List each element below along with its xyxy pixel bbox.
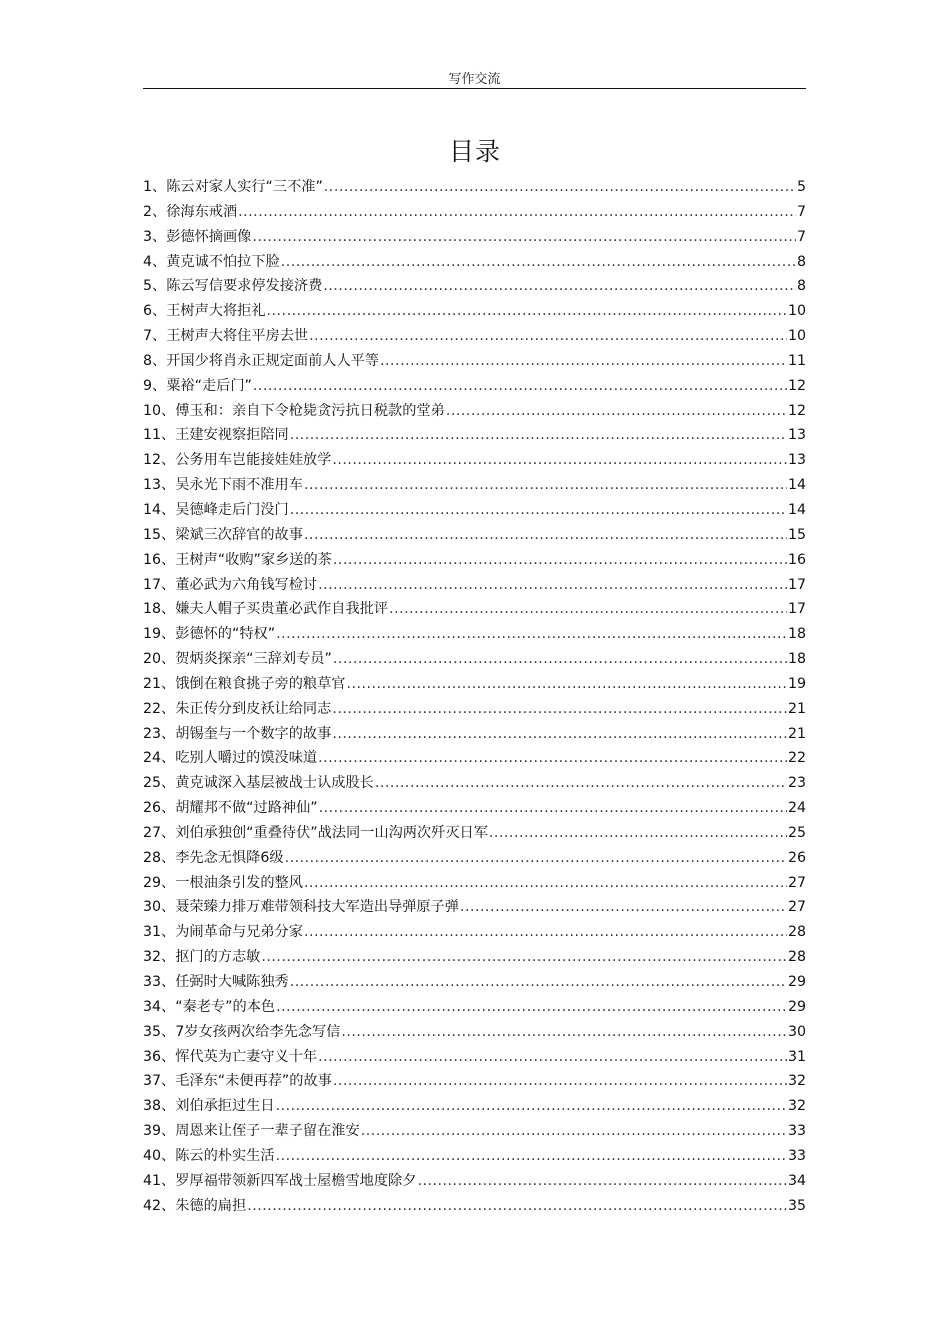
toc-entry[interactable]: [143, 1045, 806, 1070]
toc-page-number: 8: [796, 278, 806, 295]
header-rule: [143, 88, 806, 89]
toc-entry[interactable]: [143, 448, 806, 473]
toc-entry-label: 39、周恩来让侄子一辈子留在淮安: [143, 1123, 360, 1140]
toc-leader-dots: [276, 1094, 787, 1119]
toc-page-number: 13: [787, 452, 806, 469]
toc-entry[interactable]: [143, 920, 806, 945]
toc-leader-dots: [253, 374, 787, 399]
toc-entry-label: 36、恽代英为亡妻守义十年: [143, 1048, 318, 1065]
toc-leader-dots: [290, 498, 787, 523]
toc-page-number: 16: [787, 551, 806, 568]
toc-entry[interactable]: [143, 473, 806, 498]
toc-page-number: 21: [787, 700, 806, 717]
toc-entry[interactable]: [143, 225, 806, 250]
toc-page-number: 7: [796, 203, 806, 220]
toc-entry[interactable]: [143, 722, 806, 747]
toc-entry-label: 33、任弼时大喊陈独秀: [143, 974, 289, 990]
toc-entry[interactable]: [143, 871, 806, 896]
toc-leader-dots: [332, 448, 787, 473]
toc-entry[interactable]: [143, 895, 806, 920]
toc-leader-dots: [375, 771, 787, 796]
toc-entry[interactable]: [143, 274, 806, 299]
toc-entry-label: 15、梁斌三次辞官的故事: [143, 526, 303, 543]
toc-page-number: 10: [787, 328, 806, 345]
toc-page-number: 17: [787, 576, 806, 593]
toc-entry[interactable]: [143, 423, 806, 448]
toc-entry-label: 26、胡耀邦不做“过路神仙”: [143, 800, 318, 817]
toc-entry-label: 27、刘伯承独创“重叠待伏”战法同一山沟两次歼灭日军: [143, 824, 488, 841]
toc-page-number: 5: [796, 179, 806, 195]
toc-leader-dots: [332, 722, 787, 747]
toc-entry[interactable]: [143, 1069, 806, 1094]
toc-entry-label: 17、董必武为六角钱写检讨: [143, 576, 318, 593]
toc-entry[interactable]: [143, 970, 806, 995]
toc-leader-dots: [290, 970, 787, 995]
toc-entry-label: 12、公务用车岂能接娃娃放学: [143, 452, 332, 469]
toc-entry[interactable]: [143, 175, 806, 200]
toc-entry-label: 5、陈云写信要求停发接济费: [143, 278, 323, 295]
toc-entry-label: 37、毛泽东“未便再荐”的故事: [143, 1073, 332, 1090]
toc-leader-dots: [247, 1194, 787, 1219]
toc-page-number: 33: [787, 1123, 806, 1140]
toc-page-number: 21: [787, 725, 806, 742]
toc-leader-dots: [446, 399, 787, 424]
toc-leader-dots: [332, 697, 787, 722]
toc-entry-label: 8、开国少将肖永正规定面前人人平等: [143, 352, 380, 369]
toc-entry[interactable]: [143, 1094, 806, 1119]
toc-leader-dots: [333, 548, 787, 573]
toc-entry-label: 20、贺炳炎探亲“三辞刘专员”: [143, 651, 332, 668]
toc-page-number: 14: [787, 477, 806, 494]
toc-page-number: 32: [787, 1073, 806, 1090]
toc-leader-dots: [304, 523, 787, 548]
toc-entry[interactable]: [143, 250, 806, 275]
toc-title: 目录: [448, 137, 501, 166]
toc-entry-label: 4、黄克诚不怕拉下脸: [143, 253, 280, 270]
toc-page-number: 11: [787, 352, 806, 369]
toc-leader-dots: [304, 871, 787, 896]
table-of-contents: [143, 175, 806, 1218]
toc-page-number: 17: [787, 601, 806, 618]
toc-entry-label: 21、饿倒在粮食挑子旁的粮草官: [143, 675, 346, 692]
toc-entry[interactable]: [143, 1119, 806, 1144]
toc-entry[interactable]: [143, 846, 806, 871]
toc-entry[interactable]: [143, 597, 806, 622]
toc-entry[interactable]: [143, 945, 806, 970]
toc-page-number: 34: [787, 1172, 806, 1189]
toc-leader-dots: [252, 225, 796, 250]
toc-page-number: 23: [787, 775, 806, 792]
toc-entry-label: 9、粟裕“走后门”: [143, 377, 252, 394]
toc-page-number: 25: [787, 824, 806, 841]
toc-leader-dots: [417, 1169, 787, 1194]
toc-leader-dots: [347, 672, 787, 697]
toc-page-number: 7: [796, 228, 806, 245]
toc-leader-dots: [323, 274, 796, 299]
toc-entry-label: 7、王树声大将住平房去世: [143, 328, 309, 345]
toc-entry-label: 16、王树声“收购”家乡送的茶: [143, 551, 332, 568]
toc-leader-dots: [318, 1045, 787, 1070]
toc-leader-dots: [333, 1069, 787, 1094]
toc-leader-dots: [389, 597, 787, 622]
toc-entry-label: 2、徐海东戒酒: [143, 203, 238, 220]
page-header-title: 写作交流: [448, 72, 501, 87]
toc-page-number: 28: [787, 924, 806, 941]
toc-leader-dots: [460, 895, 787, 920]
toc-page-number: 14: [787, 501, 806, 518]
toc-page-number: 15: [787, 526, 806, 543]
toc-leader-dots: [304, 473, 787, 498]
toc-leader-dots: [309, 324, 787, 349]
toc-leader-dots: [361, 1119, 787, 1144]
toc-entry[interactable]: [143, 374, 806, 399]
toc-page-number: 35: [787, 1197, 806, 1214]
toc-entry-label: 24、吃别人嚼过的馍没味道: [143, 750, 318, 767]
toc-entry[interactable]: [143, 647, 806, 672]
toc-entry-label: 22、朱正传分到皮袄让给同志: [143, 700, 332, 717]
toc-entry[interactable]: [143, 821, 806, 846]
toc-entry[interactable]: [143, 324, 806, 349]
toc-page-number: 18: [787, 651, 806, 668]
toc-leader-dots: [341, 1020, 787, 1045]
toc-page-number: 29: [787, 998, 806, 1015]
toc-entry-label: 32、抠门的方志敏: [143, 949, 261, 966]
toc-entry-label: 28、李先念无惧降6级: [143, 849, 284, 866]
toc-entry[interactable]: [143, 548, 806, 573]
toc-page-number: 12: [787, 402, 806, 419]
toc-entry-label: 30、聂荣臻力排万难带领科技大军造出导弹原子弹: [143, 899, 459, 916]
toc-entry-label: 35、7岁女孩两次给李先念写信: [143, 1023, 341, 1040]
toc-leader-dots: [333, 647, 787, 672]
toc-entry-label: 23、胡锡奎与一个数字的故事: [143, 725, 332, 742]
toc-page-number: 8: [796, 253, 806, 270]
toc-entry-label: 6、王树声大将拒礼: [143, 303, 266, 320]
toc-entry-label: 31、为闹革命与兄弟分家: [143, 924, 303, 941]
toc-leader-dots: [318, 746, 787, 771]
toc-entry[interactable]: [143, 697, 806, 722]
toc-entry[interactable]: [143, 1020, 806, 1045]
toc-leader-dots: [304, 920, 787, 945]
toc-page-number: 18: [787, 626, 806, 643]
toc-page-number: 30: [787, 1023, 806, 1040]
toc-entry[interactable]: [143, 1169, 806, 1194]
toc-page-number: 24: [787, 800, 806, 817]
toc-page-number: 22: [787, 750, 806, 767]
toc-page-number: 28: [787, 949, 806, 966]
toc-entry[interactable]: [143, 995, 806, 1020]
toc-entry[interactable]: [143, 746, 806, 771]
toc-entry[interactable]: [143, 771, 806, 796]
toc-entry-label: 41、罗厚福带领新四军战士屋檐雪地度除夕: [143, 1172, 417, 1189]
toc-entry[interactable]: [143, 672, 806, 697]
toc-leader-dots: [276, 622, 787, 647]
toc-entry-label: 3、彭德怀摘画像: [143, 228, 252, 245]
toc-entry[interactable]: [143, 349, 806, 374]
toc-leader-dots: [267, 299, 787, 324]
toc-entry-label: 1、陈云对家人实行“三不准”: [143, 179, 323, 195]
toc-entry-label: 14、吴德峰走后门没门: [143, 501, 289, 518]
toc-leader-dots: [489, 821, 787, 846]
toc-entry-label: 18、嫌夫人帽子买贵董必武作自我批评: [143, 601, 389, 618]
toc-leader-dots: [285, 846, 787, 871]
toc-page-number: 33: [787, 1147, 806, 1164]
toc-entry[interactable]: [143, 622, 806, 647]
toc-entry-label: 42、朱德的扁担: [143, 1197, 247, 1214]
toc-leader-dots: [318, 573, 787, 598]
toc-entry[interactable]: [143, 200, 806, 225]
toc-page-number: 29: [787, 974, 806, 990]
toc-entry-label: 19、彭德怀的“特权”: [143, 626, 276, 643]
toc-page-number: 27: [787, 899, 806, 916]
toc-leader-dots: [276, 1144, 787, 1169]
toc-entry-label: 11、王建安视察拒陪同: [143, 427, 289, 444]
toc-page-number: 12: [787, 377, 806, 394]
toc-leader-dots: [380, 349, 787, 374]
toc-entry[interactable]: [143, 399, 806, 424]
toc-leader-dots: [281, 250, 796, 275]
toc-page-number: 32: [787, 1098, 806, 1115]
toc-entry[interactable]: [143, 299, 806, 324]
toc-leader-dots: [324, 175, 796, 200]
toc-entry-label: 10、傅玉和：亲自下令枪毙贪污抗日税款的堂弟: [143, 402, 445, 419]
toc-entry[interactable]: [143, 1194, 806, 1219]
toc-leader-dots: [319, 796, 787, 821]
toc-page-number: 19: [787, 675, 806, 692]
toc-entry[interactable]: [143, 1144, 806, 1169]
toc-entry-label: 13、吴永光下雨不准用车: [143, 477, 303, 494]
toc-entry-label: 25、黄克诚深入基层被战士认成股长: [143, 775, 374, 792]
toc-leader-dots: [261, 945, 787, 970]
toc-leader-dots: [238, 200, 796, 225]
toc-entry[interactable]: [143, 523, 806, 548]
toc-entry-label: 40、陈云的朴实生活: [143, 1147, 275, 1164]
toc-entry-label: 38、刘伯承拒过生日: [143, 1098, 275, 1115]
toc-page-number: 27: [787, 874, 806, 891]
toc-entry-label: 34、“秦老专”的本色: [143, 998, 276, 1015]
toc-leader-dots: [290, 423, 787, 448]
toc-entry[interactable]: [143, 573, 806, 598]
toc-page-number: 26: [787, 849, 806, 866]
toc-page-number: 31: [787, 1048, 806, 1065]
toc-leader-dots: [276, 995, 787, 1020]
toc-entry[interactable]: [143, 796, 806, 821]
toc-page-number: 13: [787, 427, 806, 444]
toc-entry-label: 29、一根油条引发的整风: [143, 874, 303, 891]
toc-entry[interactable]: [143, 498, 806, 523]
toc-page-number: 10: [787, 303, 806, 320]
